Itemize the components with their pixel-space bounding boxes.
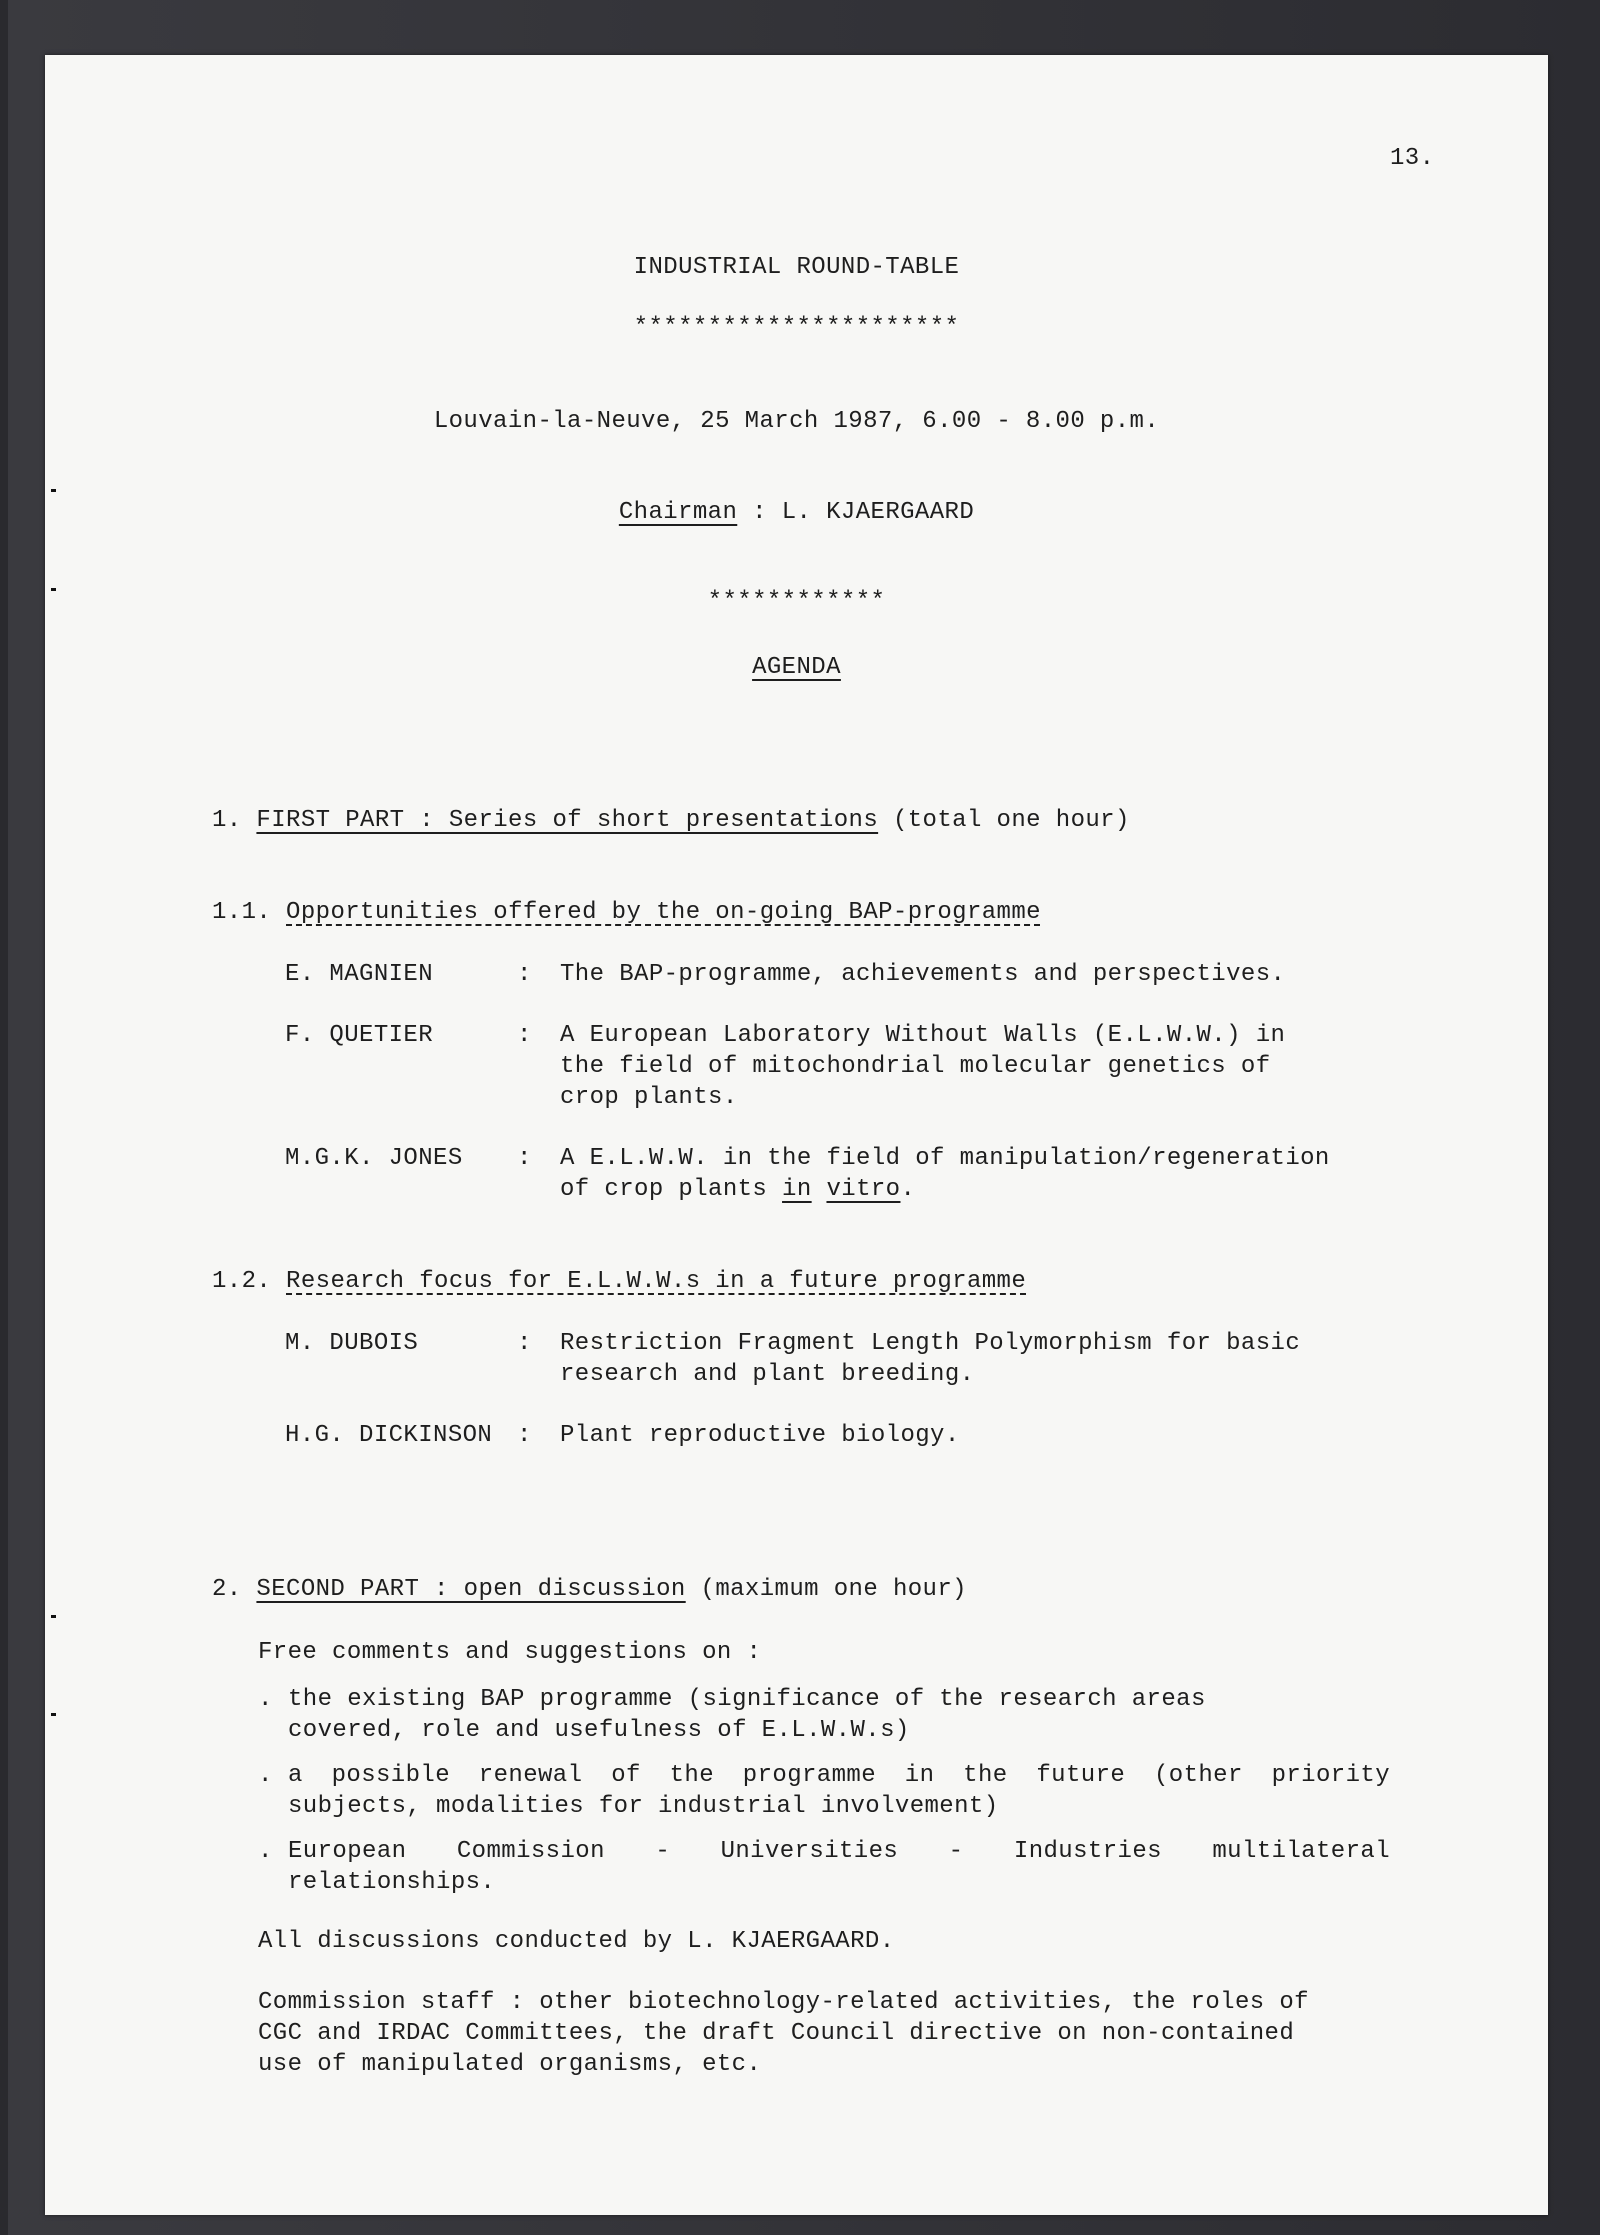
part2-heading: SECOND PART : open discussion (256, 1576, 686, 1603)
speaker-colon: : (517, 1022, 532, 1049)
punch-mark (51, 489, 56, 492)
title-separator: ********************** (633, 314, 960, 341)
part2-note: (maximum one hour) (700, 1576, 967, 1603)
venue-date-line: Louvain-la-Neuve, 25 March 1987, 6.00 - 8.00 p.m. (433, 408, 1160, 435)
agenda-heading-text: AGENDA (752, 654, 841, 681)
page-number: 13. (1390, 145, 1435, 172)
commission-line-3: use of manipulated organisms, etc. (258, 2051, 762, 2078)
bullet-line-1: European Commission - Universities - Industries multilateral (288, 1838, 1390, 1865)
punch-mark (51, 1713, 56, 1716)
part2-heading-line (212, 1574, 967, 1605)
section-1-1-heading-line (212, 897, 1041, 928)
section-1-2-heading-line (212, 1266, 1026, 1297)
presentation-title: The BAP-programme, achievements and perspectives. (560, 961, 1286, 988)
bullet-line-2: covered, role and usefulness of E.L.W.W.s) (288, 1717, 910, 1744)
presentation-title-line-1: Restriction Fragment Length Polymorphism for basic (560, 1330, 1301, 1357)
section-1-2-number: 1.2. (212, 1268, 272, 1295)
chairman-name: L. KJAERGAARD (781, 499, 975, 526)
speaker-name: E. MAGNIEN (285, 961, 434, 988)
presentation-title-line-1: A European Laboratory Without Walls (E.L.W.W.) in (560, 1022, 1286, 1049)
speaker-colon: : (517, 1422, 532, 1449)
commission-line-2: CGC and IRDAC Committees, the draft Council directive on non-contained (258, 2020, 1295, 2047)
speaker-name: M. DUBOIS (285, 1330, 419, 1357)
commission-line-1: Commission staff : other biotechnology-related activities, the roles of (258, 1989, 1309, 2016)
short-separator: ************ (707, 588, 886, 615)
bullet-mark: . (258, 1762, 273, 1789)
latin-term-vitro: vitro (826, 1176, 901, 1203)
speaker-colon: : (517, 1145, 532, 1172)
agenda-heading (45, 652, 1548, 683)
presentation-title-line-2 (560, 1174, 1390, 1205)
bullet-line-1: the existing BAP programme (significance of the research areas (288, 1686, 1206, 1713)
bullet-line-2: relationships. (288, 1869, 496, 1896)
chairman-line (45, 497, 1548, 528)
part1-heading-line (212, 805, 1130, 836)
speaker-name: M.G.K. JONES (285, 1145, 463, 1172)
bullet-mark: . (258, 1686, 273, 1713)
bullet-mark: . (258, 1838, 273, 1865)
line-text: of crop plants (560, 1176, 768, 1203)
speaker-colon: : (517, 1330, 532, 1357)
speaker-colon: : (517, 961, 532, 988)
discussions-line: All discussions conducted by L. KJAERGAARD. (258, 1928, 895, 1955)
document-page (45, 55, 1548, 2215)
presentation-title-line-2: the field of mitochondrial molecular genetics of (560, 1053, 1271, 1080)
speaker-name: F. QUETIER (285, 1022, 434, 1049)
speaker-name: H.G. DICKINSON (285, 1422, 493, 1449)
bullet-line-1: a possible renewal of the programme in the future (other priority (288, 1762, 1390, 1789)
latin-term-in: in (782, 1176, 812, 1203)
presentation-title-line-1: A E.L.W.W. in the field of manipulation/regeneration (560, 1145, 1330, 1172)
part2-number: 2. (212, 1576, 242, 1603)
part1-heading: FIRST PART : Series of short presentations (256, 807, 879, 834)
chairman-separator: : (752, 499, 767, 526)
presentation-title-line-2: research and plant breeding. (560, 1361, 975, 1388)
bullet-line-2: subjects, modalities for industrial involvement) (288, 1793, 999, 1820)
punch-mark (51, 1615, 56, 1618)
presentation-title-line-3: crop plants. (560, 1084, 738, 1111)
chairman-label: Chairman (618, 499, 738, 526)
section-1-1-heading: Opportunities offered by the on-going BAP-programme (286, 899, 1041, 926)
document-title: INDUSTRIAL ROUND-TABLE (633, 254, 960, 281)
part2-intro: Free comments and suggestions on : (258, 1639, 762, 1666)
presentation-title: Plant reproductive biology. (560, 1422, 960, 1449)
section-1-1-number: 1.1. (212, 899, 272, 926)
section-1-2-heading: Research focus for E.L.W.W.s in a future programme (286, 1268, 1027, 1295)
line-end: . (900, 1176, 916, 1203)
part1-number: 1. (212, 807, 242, 834)
part1-note: (total one hour) (892, 807, 1130, 834)
